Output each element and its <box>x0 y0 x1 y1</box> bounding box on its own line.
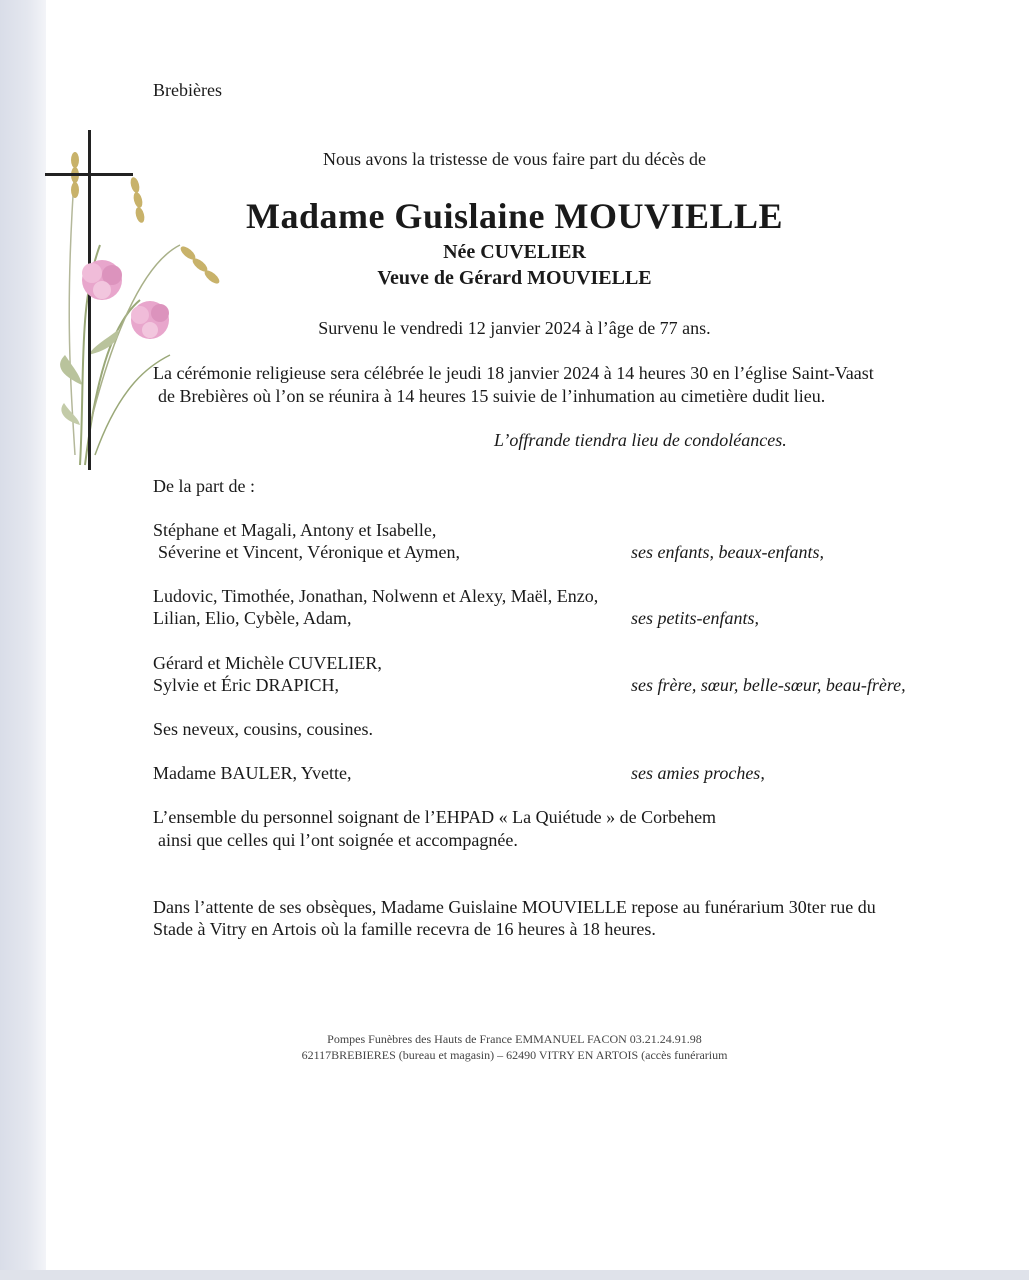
footer-line-1: Pompes Funèbres des Hauts de France EMMANUEL FACON 03.21.24.91.98 <box>327 1032 702 1046</box>
bottom-margin-strip <box>0 1270 1029 1280</box>
deceased-name: Madame Guislaine MOUVIELLE <box>245 196 784 236</box>
family-relation: ses frère, sœur, belle-sœur, beau-frère, <box>631 675 906 695</box>
ceremony-line-2: de Brebières où l’on se réunira à 14 heures 15 suivie de l’inhumation au cimetière dudit lieu. <box>158 386 826 406</box>
ceremony-line-1: La cérémonie religieuse sera célébrée le jeudi 18 janvier 2024 à 14 heures 30 en l’église Saint-Vaast <box>153 363 874 383</box>
cross-wheat-carnations-icon <box>40 125 240 485</box>
birth-name: Née CUVELIER <box>443 241 586 263</box>
family-line: Sylvie et Éric DRAPICH, <box>153 675 339 695</box>
family-line: ainsi que celles qui l’ont soignée et accompagnée. <box>158 830 518 850</box>
family-line: Ludovic, Timothée, Jonathan, Nolwenn et Alexy, Maël, Enzo, <box>153 586 599 606</box>
viewing-line-1: Dans l’attente de ses obsèques, Madame Guislaine MOUVIELLE repose au funérarium 30ter rue du <box>153 897 876 917</box>
family-line: L’ensemble du personnel soignant de l’EHPAD « La Quiétude » de Corbehem <box>153 807 717 827</box>
from-label: De la part de : <box>153 476 255 496</box>
family-relation: ses petits-enfants, <box>631 608 759 628</box>
footer-line-2: 62117BREBIERES (bureau et magasin) – 62490 VITRY EN ARTOIS (accès funérarium <box>301 1048 728 1062</box>
family-line: Madame BAULER, Yvette, <box>153 763 352 783</box>
family-relation: ses enfants, beaux-enfants, <box>631 542 824 562</box>
family-relation: ses amies proches, <box>631 763 765 783</box>
intro-text: Nous avons la tristesse de vous faire part du décès de <box>323 149 706 169</box>
family-line: Stéphane et Magali, Antony et Isabelle, <box>153 520 437 540</box>
viewing-line-2: Stade à Vitry en Artois où la famille recevra de 16 heures à 18 heures. <box>153 919 656 939</box>
family-line: Lilian, Elio, Cybèle, Adam, <box>153 608 352 628</box>
family-line: Gérard et Michèle CUVELIER, <box>153 653 382 673</box>
family-line: Ses neveux, cousins, cousines. <box>153 719 373 739</box>
widow-of: Veuve de Gérard MOUVIELLE <box>377 267 652 289</box>
town-name: Brebières <box>153 80 222 100</box>
family-line: Séverine et Vincent, Véronique et Aymen, <box>158 542 461 562</box>
offering-note: L’offrande tiendra lieu de condoléances. <box>494 430 787 450</box>
death-notice: Survenu le vendredi 12 janvier 2024 à l’âge de 77 ans. <box>318 318 711 338</box>
